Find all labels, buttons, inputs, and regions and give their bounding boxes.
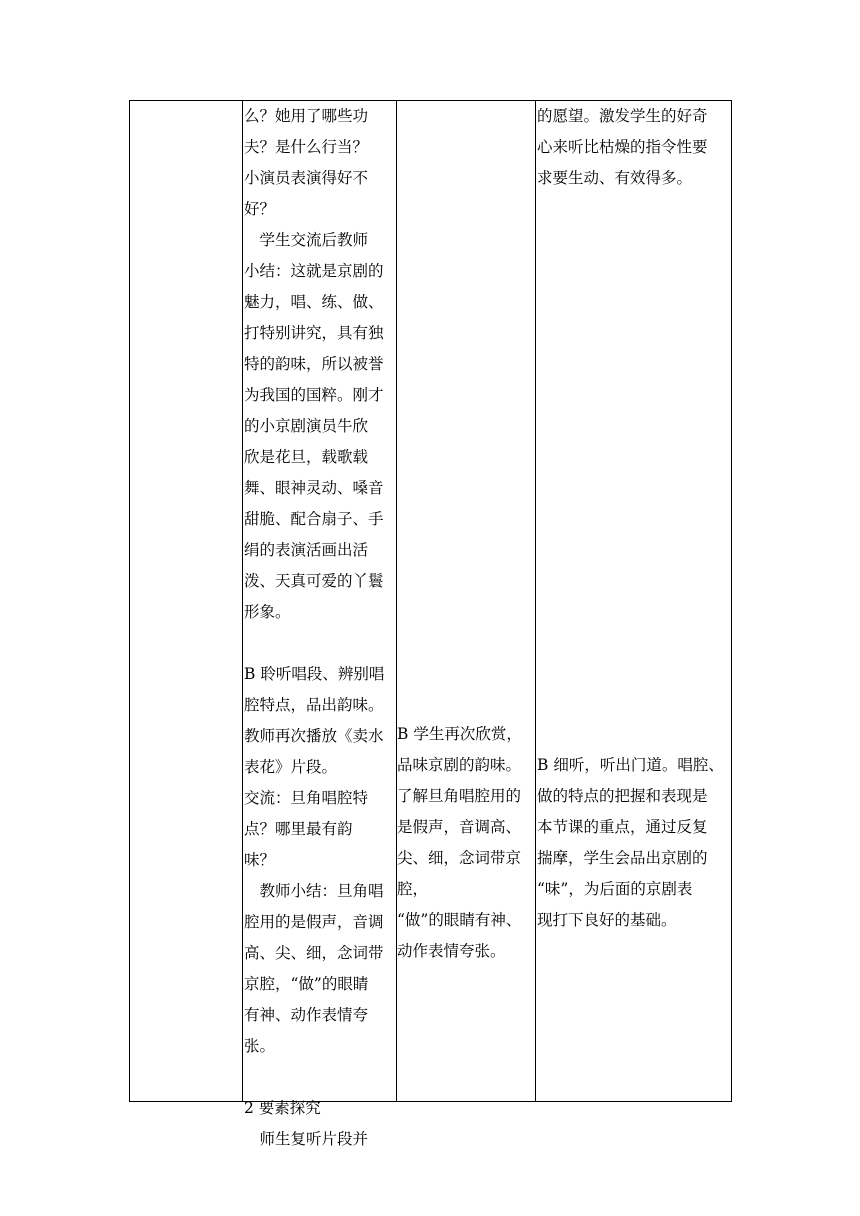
text-line: 欣是花旦，载歌载: [244, 448, 369, 466]
text-line: [244, 1062, 394, 1093]
text-line: 形象。: [244, 603, 291, 621]
text-line: 了解旦角唱腔用的: [397, 787, 522, 805]
column-divider-3: [535, 100, 536, 1102]
text-line: 甜脆、配合扇子、手: [244, 510, 384, 528]
table-cell-design-intent-top: [537, 101, 730, 194]
text-line: 教师小结：旦角唱: [244, 882, 384, 900]
text-line: 好？: [244, 200, 276, 218]
text-line: 做的特点的把握和表现是: [537, 787, 708, 805]
text-line: 张。: [244, 1037, 276, 1055]
table-left-border: [129, 100, 130, 1102]
table-bottom-border: [129, 1101, 732, 1102]
text-line: 尖、细，念词带京: [397, 849, 522, 867]
text-line: [244, 628, 394, 659]
text-line: 夫？是什么行当？: [244, 138, 369, 156]
text-line: 的小京剧演员牛欣: [244, 417, 369, 435]
text-line: 有神、动作表情夸: [244, 1006, 369, 1024]
text-line: 动作表情夸张。: [397, 942, 506, 960]
text-line: 特的韵味，所以被誉: [244, 355, 384, 373]
text-line: 点？哪里最有韵: [244, 820, 353, 838]
text-line: 京腔，“做”的眼睛: [244, 975, 369, 993]
text-line: 求要生动、有效得多。: [537, 169, 693, 187]
text-line: 现打下良好的基础。: [537, 911, 677, 929]
text-line: 品味京剧的韵味。: [397, 756, 522, 774]
table-cell-col1: [132, 102, 238, 133]
text-line: B 细听，听出门道。唱腔、: [537, 756, 724, 774]
text-line: 打特别讲究，具有独: [244, 324, 384, 342]
text-line: 表花》片段。: [244, 758, 338, 776]
text-line: 舞、眼神灵动、嗓音: [244, 479, 384, 497]
text-line: 绢的表演活画出活: [244, 541, 369, 559]
text-line: 小演员表演得好不: [244, 169, 369, 187]
text-line: 味？: [244, 851, 276, 869]
table-cell-student-activity: [397, 719, 534, 967]
text-line: 交流：旦角唱腔特: [244, 789, 369, 807]
text-line: B 聆听唱段、辨别唱: [244, 665, 385, 683]
text-line: 是假声，音调高、: [397, 818, 522, 836]
text-line: 师生复听片段并: [244, 1130, 369, 1148]
text-line: 腔用的是假声，音调: [244, 913, 384, 931]
text-line: “味”，为后面的京剧表: [537, 880, 693, 898]
text-line: 本节课的重点，通过反复: [537, 818, 708, 836]
text-line: 心来听比枯燥的指令性要: [537, 138, 708, 156]
table-right-border: [731, 100, 732, 1102]
text-line: 么？她用了哪些功: [244, 107, 369, 125]
text-line: 学生交流后教师: [244, 231, 369, 249]
text-line: 揣摩，学生会品出京剧的: [537, 849, 708, 867]
column-divider-1: [242, 100, 243, 1102]
text-line: B 学生再次欣赏，: [397, 725, 522, 743]
text-line: 2 要素探究: [244, 1099, 321, 1117]
table-cell-design-intent-bottom: [537, 750, 730, 936]
text-line: 腔，: [397, 880, 429, 898]
col1-text: [132, 102, 238, 133]
text-line: 魅力，唱、练、做、: [244, 293, 384, 311]
text-line: 的愿望。激发学生的好奇: [537, 107, 708, 125]
table-cell-teacher-activity: [244, 101, 394, 1155]
text-line: 教师再次播放《卖水: [244, 727, 384, 745]
text-line: 高、尖、细，念词带: [244, 944, 384, 962]
text-line: 为我国的国粹。刚才: [244, 386, 384, 404]
text-line: 泼、天真可爱的丫鬟: [244, 572, 384, 590]
text-line: 小结：这就是京剧的: [244, 262, 384, 280]
text-line: 腔特点，品出韵味。: [244, 696, 384, 714]
text-line: “做”的眼睛有神、: [397, 911, 522, 929]
